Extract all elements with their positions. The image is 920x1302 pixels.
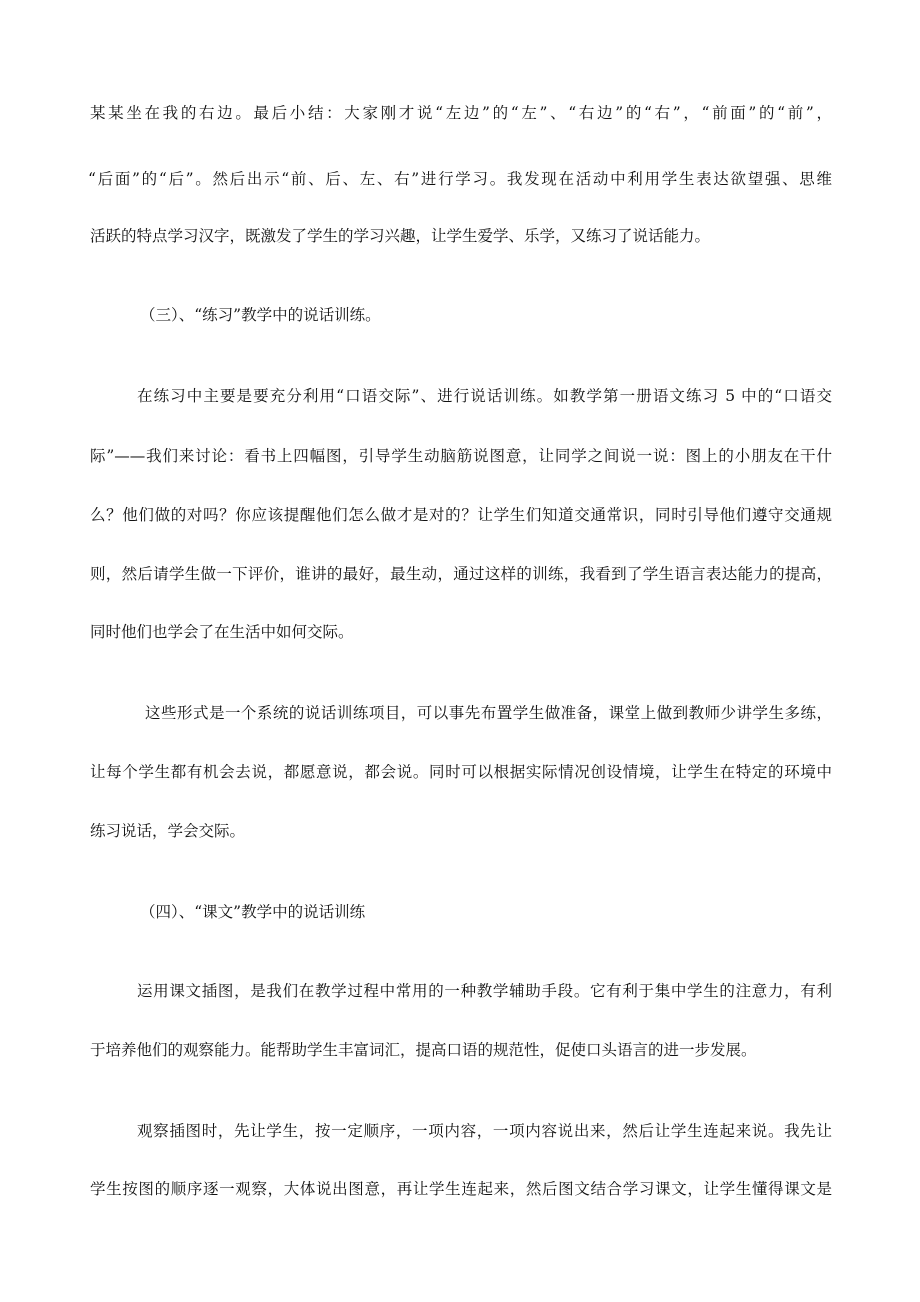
section-heading-3: （三）、“练习”教学中的说话训练。 (140, 306, 381, 324)
text-line: 活跃的特点学习汉字，既激发了学生的学习兴趣，让学生爱学、乐学，又练习了说话能力。 (90, 227, 711, 245)
text-line: 这些形式是一个系统的说话训练项目，可以事先布置学生做准备，课堂上做到教师少讲学生多练， (145, 704, 832, 722)
text-line: 学生按图的顺序逐一观察，大体说出图意，再让学生连起来，然后图文结合学习课文，让学生懂得课文是 (90, 1180, 832, 1198)
text-line: 某某坐在我的右边。最后小结：大家刚才说“左边”的“左”、“右边”的“右”，“前面”的“前”， (90, 104, 832, 122)
text-line: 练习说话，学会交际。 (90, 822, 246, 840)
text-line: 于培养他们的观察能力。能帮助学生丰富词汇，提高口语的规范性，促使口头语言的进一步发展。 (90, 1041, 757, 1059)
text-line: 观察插图时，先让学生，按一定顺序，一项内容，一项内容说出来，然后让学生连起来说。我先让 (137, 1122, 832, 1140)
text-line: 运用课文插图，是我们在教学过程中常用的一种教学辅助手段。它有利于集中学生的注意力，有利 (137, 982, 832, 1000)
text-line: 同时他们也学会了在生活中如何交际。 (90, 623, 354, 641)
text-line: 则，然后请学生做一下评价，谁讲的最好，最生动，通过这样的训练，我看到了学生语言表达能力的提高， (90, 565, 832, 583)
text-line: 让每个学生都有机会去说，都愿意说，都会说。同时可以根据实际情况创设情境，让学生在特定的环境中 (90, 763, 832, 781)
section-heading-4: （四）、“课文”教学中的说话训练 (140, 903, 366, 921)
text-line: “后面”的“后”。然后出示“前、后、左、右”进行学习。我发现在活动中利用学生表达欲望强、思维 (88, 170, 832, 188)
text-line: 在练习中主要是要充分利用“口语交际”、进行说话训练。如教学第一册语文练习 5 中的“口语交 (137, 387, 832, 405)
text-line: 际”——我们来讨论：看书上四幅图，引导学生动脑筋说图意，让同学之间说一说：图上的小朋友在干什 (90, 447, 832, 465)
text-line: 么？他们做的对吗？你应该提醒他们怎么做才是对的？让学生们知道交通常识，同时引导他们遵守交通规 (90, 506, 832, 524)
